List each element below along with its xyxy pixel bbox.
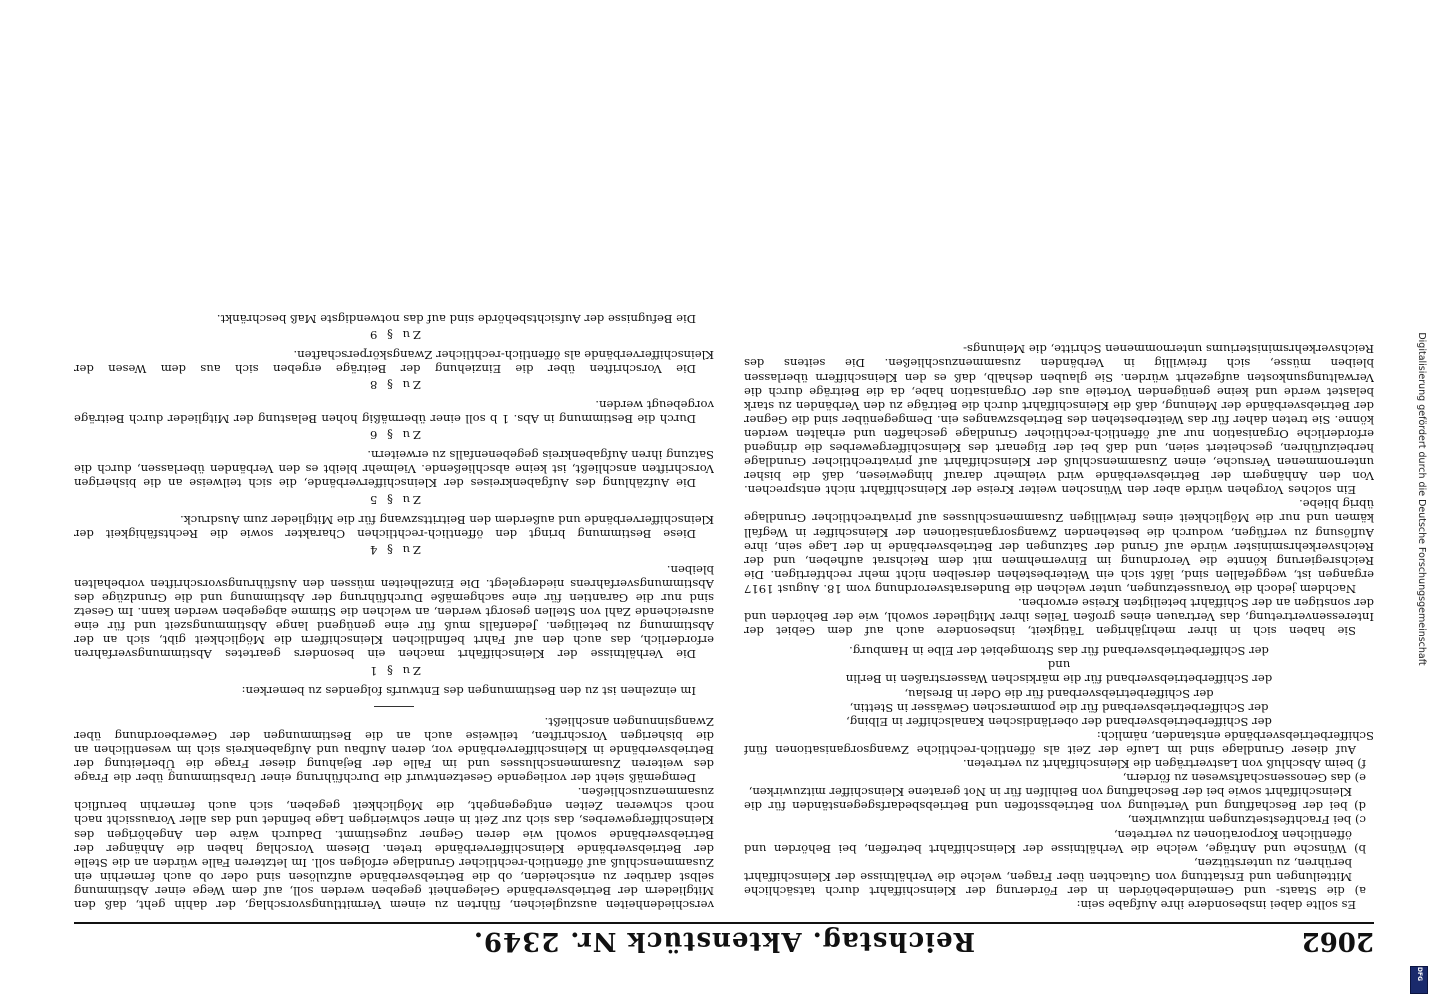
paragraph: der Schifferbetriebsverband für die märkischen Wasserstraßen in Berlin [845, 672, 1273, 687]
paragraph: Demgemäß sieht der vorliegende Gesetzentwurf die Durchführung einer Urabstimmung über die Frage des weiteren Zusammenschlusses und im Falle der Bejahung dieser Frage die Überleitung der Betriebsverbände in Kleinschifferverbände vor, deren Aufbau und Aufgabenkreis sich im wesentlichen an die bisherigen Vorschriften, teilweise auch an die Bestimmungen der Gewerbeordnung über Zwangsinnungen anschließt. [74, 714, 714, 786]
section-heading: Zu § 1 [366, 663, 422, 678]
paragraph: Nachdem jedoch die Voraussetzungen, unter welchen die Bundesratsverordnung vom 18. August 1917 ergangen ist, weggefallen sind, läßt sich ein Weiterbestehen derselben nicht mehr rechtfertigen. Die Reichsregierung könnte die Verordnung im Einvernehmen mit dem Reichsrat aufheben, und der Reichsverkehrsminister würde auf Grund der Satzungen der Betriebsverbände in der Lage sein, ihre Auflösung zu verfügen, wodurch die bestehenden Zwangsorganisationen der Kleinschiffer in Wegfall kämen und nur die Möglichkeit eines freiwilligen Zusammenschlusses auf privatrechtlicher Grundlage übrig bliebe. [744, 497, 1374, 596]
list-item: e) das Genossenschaftswesen zu fördern, [1122, 771, 1366, 786]
paragraph: Sie haben sich in ihrer mehrjährigen Tätigkeit, insbesondere auch auf dem Gebiet der Interessenvertretung, das Vertrauen eines großen Teiles ihrer Mitglieder sowohl, wie der Behörden und der sonstigen an der Schiffahrt beteiligten Kreise erworben. [744, 596, 1374, 639]
right-column [74, 42, 714, 912]
section-heading: Zu § 4 [366, 542, 422, 557]
left-column [744, 42, 1374, 912]
paragraph: Es sollte dabei insbesondere ihre Aufgabe sein: [1076, 898, 1356, 912]
paragraph: Diese Bestimmung bringt den öffentlich-rechtlichen Charakter sowie die Rechtsfähigkeit der Kleinschifferverbände und außerdem den Beitrittszwang für die Mitglieder zum Ausdruck. [74, 512, 714, 541]
page-number: 2062 [1301, 926, 1374, 956]
paragraph: Die Aufzählung des Aufgabenkreises der Kleinschifferverbände, die sich teilweise an die bisherigen Vorschriften anschließt, ist keine abschließende. Vielmehr bleibt es den Verbänden überlassen, durch die Satzung ihren Aufgabenkreis gegebenenfalls zu erweitern. [74, 448, 714, 491]
paragraph: Die Befugnisse der Aufsichtsbehörde sind auf das notwendigste Maß beschränkt. [216, 311, 696, 326]
paragraph: der Schifferbetriebsverband für die Oder in Breslau, [904, 686, 1214, 701]
section-heading: Zu § 9 [366, 327, 422, 342]
paragraph: und [1047, 658, 1071, 673]
section-heading: Zu § 8 [366, 377, 422, 392]
dfg-logo [1410, 966, 1428, 994]
paragraph: Ein solches Vorgehen würde aber den Wünschen weiter Kreise der Kleinschiffahrt nicht entsprechen. Von den Anhängern der Betriebsverbände wird vielmehr darauf hingewiesen, daß die bisher unternommenen Versuche, einen Zusammenschluß der Kleinschiffahrt auf privatrechtlicher Grundlage herbeizuführen, gescheitert seien, und daß bei der Eigenart des Kleinschiffergewerbes die dringend erforderliche Organisation nur auf öffentlich-rechtlicher Grundlage geschaffen und erhalten werden könne. Sie treten daher für das Weiterbestehen des Betriebszwanges ein. Demgegenüber sind die Gegner der Betriebsverbände der Meinung, daß die Kleinschiffahrt durch die Beiträge zu den Verbänden zu stark belastet werde und keine genügenden Vorteile aus der Organisation habe, da die Beiträge durch die Verwaltungsunkosten aufgezehrt würden. Sie glauben deshalb, daß es den Kleinschiffern überlassen bleiben müsse, sich freiwillig in Verbänden zusammenzuschließen. Die seitens des Reichsverkehrsministeriums unternommenen Schritte, die Meinungs- [744, 342, 1374, 498]
paragraph: der Schifferbetriebsverband der oberländischen Kanalschiffer in Elbing, [846, 714, 1272, 729]
paragraph: der Schifferbetriebsverband für das Stromgebiet der Elbe in Hamburg. [849, 644, 1269, 659]
digitization-note: Digitalisierung gefördert durch die Deutsche Forschungsgemeinschaft [1416, 332, 1427, 666]
paragraph: Die Verhältnisse der Kleinschiffahrt machen ein besonders geartetes Abstimmungsverfahren erforderlich, das auch den auf Fahrt befindlichen Kleinschiffern die Möglichkeit gibt, sich an der Abstimmung zu beteiligen. Jedenfalls muß für eine genügend lange Abstimmungszeit und für eine ausreichende Zahl von Stellen gesorgt werden, an welchen die Stimme abgegeben werden kann. Im Gesetz sind nur die Garantien für eine sachgemäße Durchführung der Abstimmung und die Grundzüge des Abstimmungsverfahrens niedergelegt. Die Einzelheiten müssen den Ausführungsvorschriften vorbehalten bleiben. [74, 562, 714, 662]
paragraph: Auf dieser Grundlage sind im Laufe der Zeit als öffentlich-rechtliche Zwangsorganisationen fünf Schifferbetriebsverbände entstanden, nämlich: [744, 728, 1374, 757]
dfg-logo-text: DFG [1416, 967, 1423, 982]
section-heading: Zu § 6 [366, 428, 422, 443]
paragraph: verschiedenheiten auszugleichen, führten zu einem Vermittlungsvorschlag, der dahin geht, daß den Mitgliedern der Betriebsverbände Gelegenheit gegeben werden soll, auf dem Wege einer Abstimmung selbst darüber zu entscheiden, ob die Betriebsverbände aufzulösen sind oder ob auch fernerhin ein Zusammenschluß auf öffentlich-rechtlicher Grundlage erfolgen soll. Im letzteren Falle würden an die Stelle der Betriebsverbände Kleinschifferverbände treten. Diesem Vorschlag haben die Anhänger der Betriebsverbände sowohl wie deren Gegner zugestimmt. Dadurch wäre den Angehörigen des Kleinschiffergewerbes, das sich zur Zeit in einer schwierigen Lage befindet und das aller Voraussicht nach noch schweren Zeiten entgegengeht, die Möglichkeit gegeben, sich auch fernerhin beruflich zusammenzuschließen. [74, 785, 714, 912]
running-title: Reichstag. Aktenstück Nr. 2349. [472, 926, 976, 956]
list-item: c) bei Frachtfestsetzungen mitzuwirken, [1127, 813, 1366, 828]
page-header [74, 922, 1374, 958]
list-item: d) bei der Beschaffung und Verteilung von Betriebsstoffen und Betriebsbedarfsgegenständen für die Kleinschiffahrt sowie bei der Beschaffung von Beihilfen für in Not geratene Kleinschiffer mitzuwirken, [744, 785, 1366, 814]
list-item: b) Wünsche und Anträge, welche die Verhältnisse der Kleinschiffahrt betreffen, bei Behörden und öffentlichen Korporationen zu vertreten, [744, 827, 1366, 856]
document-sheet [74, 38, 1374, 958]
paragraph: der Schifferbetriebsverband für die pommerschen Gewässer in Stettin, [849, 700, 1269, 715]
list-item: f) beim Abschluß von Lastverträgen die Kleinschiffahrt zu vertreten. [962, 757, 1366, 772]
paragraph: Die Vorschriften über die Einziehung der Beiträge ergeben sich aus dem Wesen der Kleinschifferverbände als öffentlich-rechtlicher Zwangskörperschaften. [74, 347, 714, 376]
list-item: a) die Staats- und Gemeindebehörden in der Förderung der Kleinschiffahrt durch tatsächliche Mitteilungen und Erstattung von Gutachten über Fragen, welche die Verhältnisse der Kleinschiffahrt berühren, zu unterstützen, [744, 855, 1366, 898]
paragraph: Im einzelnen ist zu den Bestimmungen des Entwurfs folgendes zu bemerken: [241, 683, 696, 698]
digitization-sidebar [1408, 60, 1430, 940]
paragraph: Durch die Bestimmung in Abs. 1 b soll einer übermäßig hohen Belastung der Mitglieder durch Beiträge vorgebeugt werden. [74, 398, 714, 427]
section-divider [374, 706, 414, 707]
section-heading: Zu § 5 [366, 492, 422, 507]
